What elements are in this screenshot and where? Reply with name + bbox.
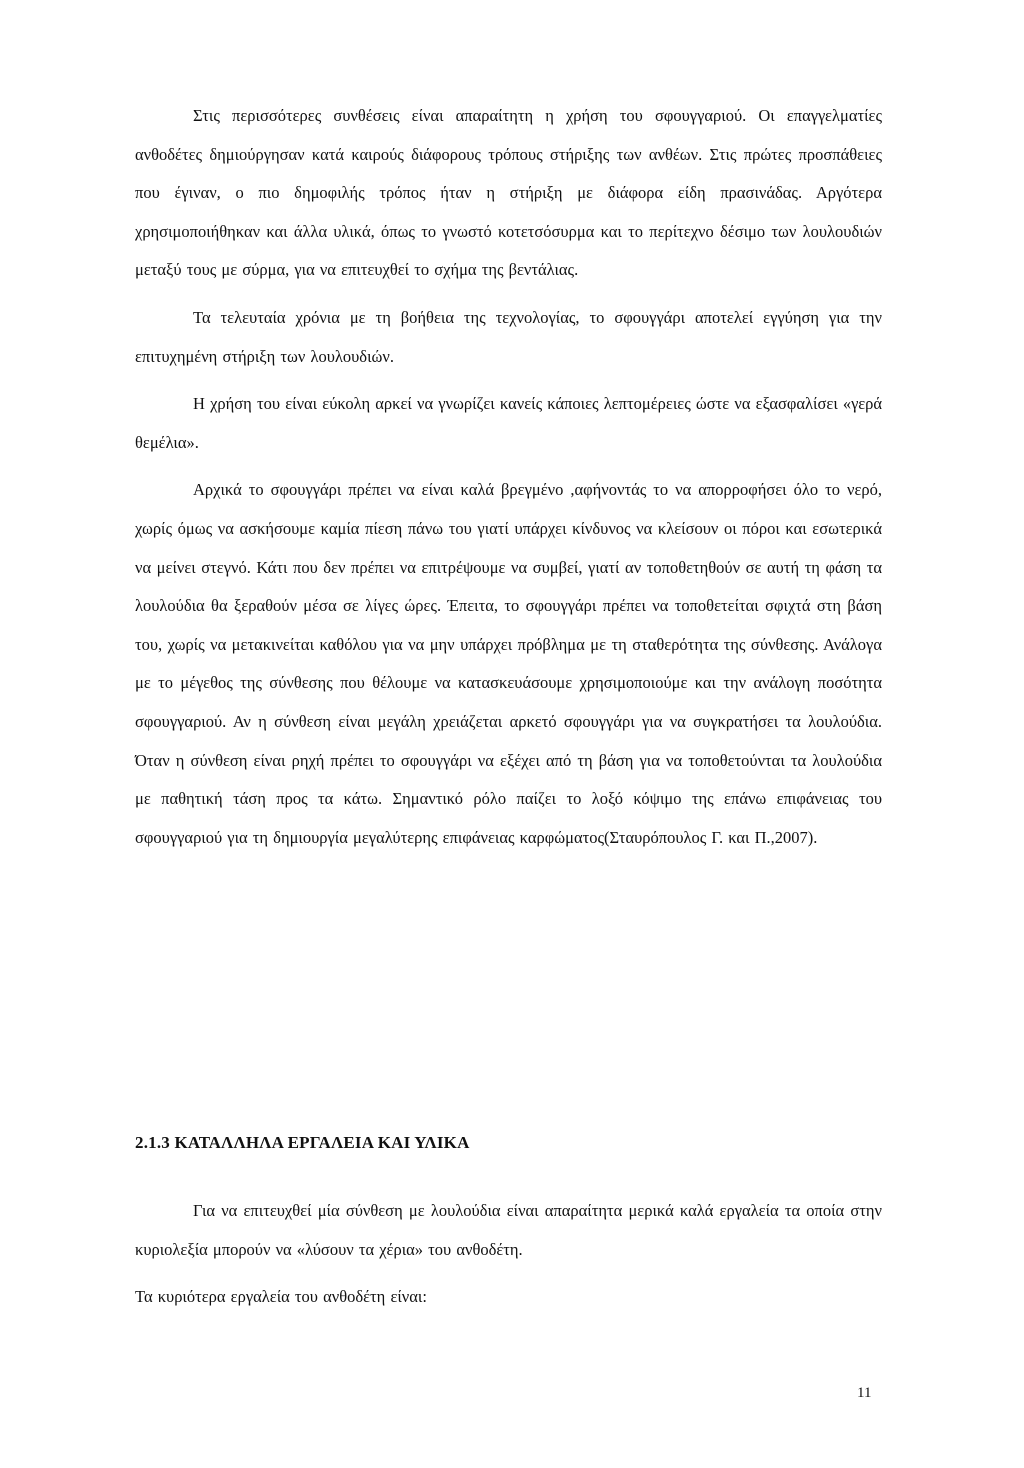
- paragraph-instructions: Αρχικά το σφουγγάρι πρέπει να είναι καλά βρεγμένο ,αφήνοντάς το να απορροφήσει όλο το νερό, χωρίς όμως να ασκήσουμε καμία πίεση πάνω του γιατί υπάρχει κίνδυνος να κλείσουν οι πόροι και εσωτερικά να μείνει στεγνό. Κάτι που δεν πρέπει να επιτρέψουμε να συμβεί, γιατί αν τοποθετηθούν σε αυτή τη φάση τα λουλούδια θα ξεραθούν μέσα σε λίγες ώρες. Έπειτα, το σφουγγάρι πρέπει να τοποθετείται σφιχτά στη βάση του, χωρίς να μετακινείται καθόλου για να μην υπάρχει πρόβλημα με τη σταθερότητα της σύνθεσης. Ανάλογα με το μέγεθος της σύνθεσης που θέλουμε να κατασκευάσουμε χρησιμοποιούμε και την ανάλογη ποσότητα σφουγγαριού. Αν η σύνθεση είναι μεγάλη χρειάζεται αρκετό σφουγγάρι για να συγκρατήσει τα λουλούδια. Όταν η σύνθεση είναι ρηχή πρέπει το σφουγγάρι να εξέχει από τη βάση για να τοποθετούνται τα λουλούδια με παθητική τάση προς τα κάτω. Σημαντικό ρόλο παίζει το λοξό κόψιμο της επάνω επιφάνειας του σφουγγαριού για τη δημιουργία μεγαλύτερης επιφάνειας καρφώματος(Σταυρόπουλος Γ. και Π.,2007).: [135, 480, 882, 847]
- body-text-lower: [135, 1192, 882, 1317]
- section-heading: 2.1.3 ΚΑΤΑΛΛΗΛΑ ΕΡΓΑΛΕΙΑ ΚΑΙ ΥΛΙΚΑ: [135, 1133, 470, 1152]
- page-number: 11: [857, 1385, 872, 1401]
- paragraph-sponge-intro: Στις περισσότερες συνθέσεις είναι απαραίτητη η χρήση του σφουγγαριού. Οι επαγγελματίες ανθοδέτες δημιούργησαν κατά καιρούς διάφορους τρόπους στήριξης των ανθέων. Στις πρώτες προσπάθειες που έγιναν, ο πιο δημοφιλής τρόπος ήταν η στήριξη με διάφορα είδη πρασινάδας. Αργότερα χρησιμοποιήθηκαν και άλλα υλικά, όπως το γνωστό κοτετσόσυρμα και το περίτεχνο δέσιμο των λουλουδιών μεταξύ τους με σύρμα, για να επιτευχθεί το σχήμα της βεντάλιας.: [135, 106, 882, 280]
- paragraph-technology: Τα τελευταία χρόνια με τη βοήθεια της τεχνολογίας, το σφουγγάρι αποτελεί εγγύηση για την επιτυχημένη στήριξη των λουλουδιών.: [135, 307, 882, 366]
- paragraph-tools-list-lead: Τα κυριότερα εργαλεία του ανθοδέτη είναι:: [135, 1287, 427, 1307]
- body-text-upper: [135, 97, 882, 857]
- paragraph-tools-intro: Για να επιτευχθεί μία σύνθεση με λουλούδια είναι απαραίτητα μερικά καλά εργαλεία τα οποία στην κυριολεξία μπορούν να «λύσουν τα χέρια» του ανθοδέτη.: [135, 1201, 882, 1259]
- paragraph-usage: Η χρήση του είναι εύκολη αρκεί να γνωρίζει κανείς κάποιες λεπτομέρειες ώστε να εξασφαλίσει «γερά θεμέλια».: [135, 394, 882, 452]
